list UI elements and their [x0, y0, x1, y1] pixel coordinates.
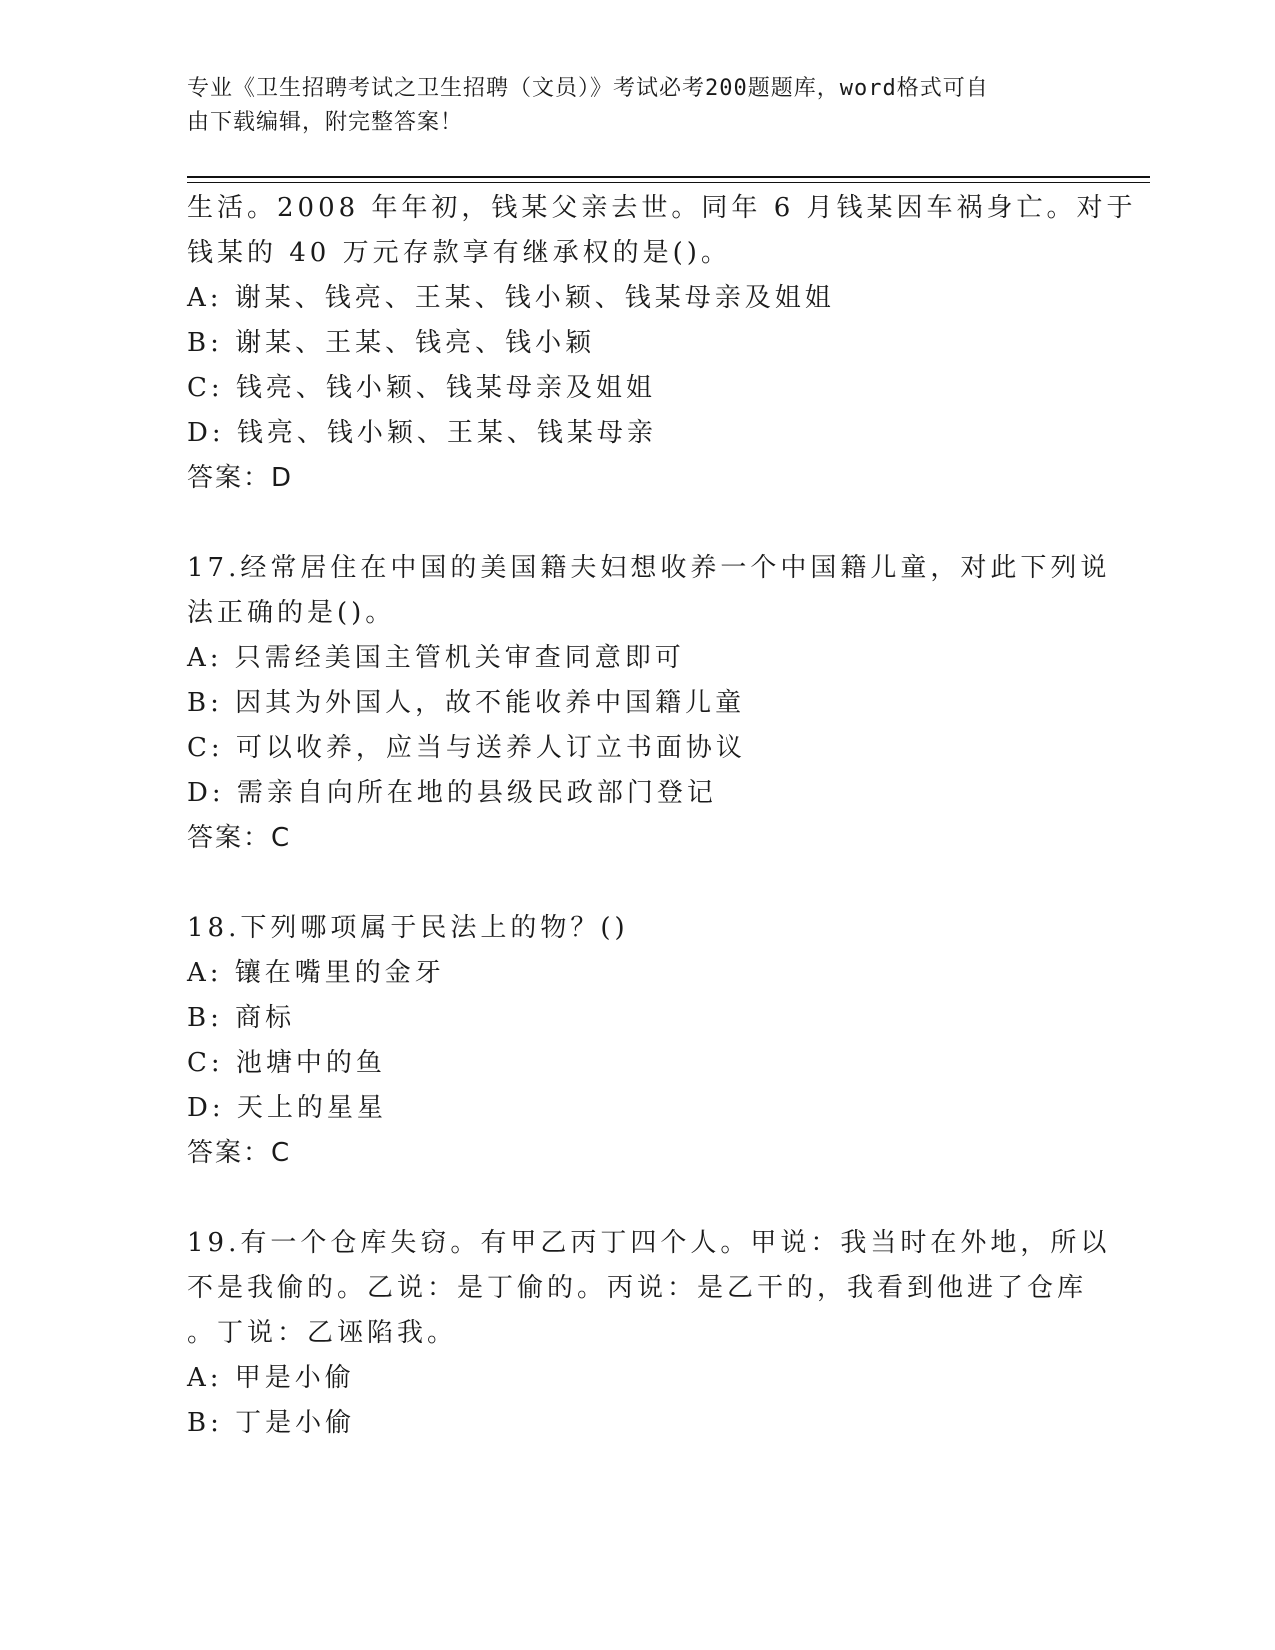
option-a: A: 镶在嘴里的金牙: [187, 958, 445, 988]
question-text: 19.有一个仓库失窃。有甲乙丙丁四个人。甲说：我当时在外地，所以: [187, 1228, 1111, 1258]
option-d: D: 钱亮、钱小颖、王某、钱某母亲: [187, 418, 657, 448]
answer: 答案：C: [187, 823, 292, 853]
answer: 答案：C: [187, 1138, 292, 1168]
question-text: 18.下列哪项属于民法上的物？(): [187, 913, 629, 943]
option-c: C: 钱亮、钱小颖、钱某母亲及姐姐: [187, 373, 656, 403]
question-17: [187, 546, 1111, 861]
question-text: 17.经常居住在中国的美国籍夫妇想收养一个中国籍儿童，对此下列说: [187, 553, 1111, 583]
answer: 答案：D: [187, 463, 294, 493]
header-divider-thin: [187, 182, 1150, 183]
question-text: 法正确的是()。: [187, 598, 396, 628]
header-line-1: 专业《卫生招聘考试之卫生招聘（文员）》考试必考200题题库，word格式可自: [187, 76, 989, 101]
question-19: [187, 1221, 1111, 1446]
question-18: [187, 906, 1087, 1176]
option-a: A: 甲是小偷: [187, 1363, 355, 1393]
option-b: B: 因其为外国人，故不能收养中国籍儿童: [187, 688, 746, 718]
option-d: D: 需亲自向所在地的县级民政部门登记: [187, 778, 717, 808]
option-c: C: 池塘中的鱼: [187, 1048, 386, 1078]
question-text: 钱某的 40 万元存款享有继承权的是()。: [187, 238, 731, 268]
question-text: 不是我偷的。乙说：是丁偷的。丙说：是乙干的，我看到他进了仓库: [187, 1273, 1088, 1303]
option-d: D: 天上的星星: [187, 1093, 387, 1123]
question-text: 生活。2008 年年初，钱某父亲去世。同年 6 月钱某因车祸身亡。对于: [187, 193, 1137, 223]
document-body: [187, 186, 1137, 1446]
option-c: C: 可以收养，应当与送养人订立书面协议: [187, 733, 746, 763]
document-header: [187, 72, 1067, 140]
header-line-2: 由下载编辑，附完整答案！: [187, 110, 464, 135]
option-a: A: 谢某、钱亮、王某、钱小颖、钱某母亲及姐姐: [187, 283, 835, 313]
question-text: 。丁说：乙诬陷我。: [187, 1318, 458, 1348]
option-b: B: 商标: [187, 1003, 296, 1033]
option-b: B: 谢某、王某、钱亮、钱小颖: [187, 328, 596, 358]
option-b: B: 丁是小偷: [187, 1408, 356, 1438]
question-16-continued: [187, 186, 1137, 501]
header-divider-thick: [187, 176, 1150, 178]
option-a: A: 只需经美国主管机关审查同意即可: [187, 643, 685, 673]
